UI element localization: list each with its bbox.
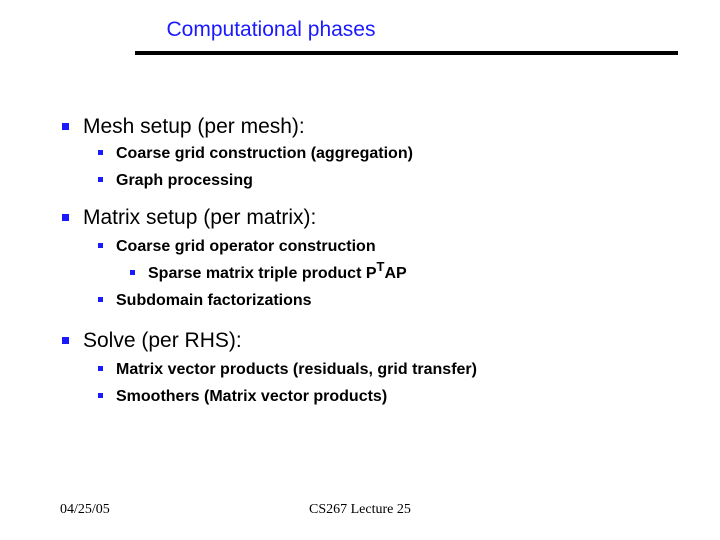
bullet-square-icon: [98, 366, 103, 371]
list-item-text: Graph processing: [116, 172, 253, 189]
bullet-square-icon: [98, 177, 103, 182]
list-item: [98, 361, 477, 379]
section-matrix-setup: [62, 206, 316, 230]
section-mesh-setup: [62, 115, 305, 139]
list-item-text: Coarse grid construction (aggregation): [116, 145, 413, 162]
sub-list-item-text: [148, 259, 407, 283]
bullet-square-icon: [98, 393, 103, 398]
footer-course: CS267 Lecture 25: [309, 502, 411, 517]
section-label: Solve (per RHS):: [83, 329, 242, 352]
list-item-text: Subdomain factorizations: [116, 292, 312, 309]
bullet-square-icon: [62, 214, 69, 221]
formula-suffix: AP: [384, 265, 407, 282]
slide-title: Computational phases: [166, 18, 376, 41]
list-item-text: Matrix vector products (residuals, grid transfer): [116, 361, 477, 378]
section-label: Matrix setup (per matrix):: [83, 206, 317, 229]
list-item-text: Coarse grid operator construction: [116, 238, 376, 255]
footer-date: 04/25/05: [60, 502, 110, 517]
list-item: [98, 292, 312, 310]
list-item: [98, 388, 387, 406]
bullet-square-icon: [98, 243, 103, 248]
section-solve: [62, 329, 242, 353]
formula-prefix: Sparse matrix triple product P: [148, 265, 377, 282]
list-item: [98, 172, 253, 190]
list-item: [98, 145, 413, 163]
title-underline: [135, 51, 678, 55]
transpose-superscript: T: [376, 259, 385, 274]
bullet-square-icon: [98, 150, 103, 155]
sub-list-item: [130, 259, 407, 283]
list-item: [98, 238, 376, 256]
bullet-square-icon: [62, 337, 69, 344]
bullet-square-icon: [62, 123, 69, 130]
list-item-text: Smoothers (Matrix vector products): [116, 388, 388, 405]
bullet-square-icon: [130, 270, 135, 275]
bullet-square-icon: [98, 297, 103, 302]
section-label: Mesh setup (per mesh):: [83, 115, 305, 138]
